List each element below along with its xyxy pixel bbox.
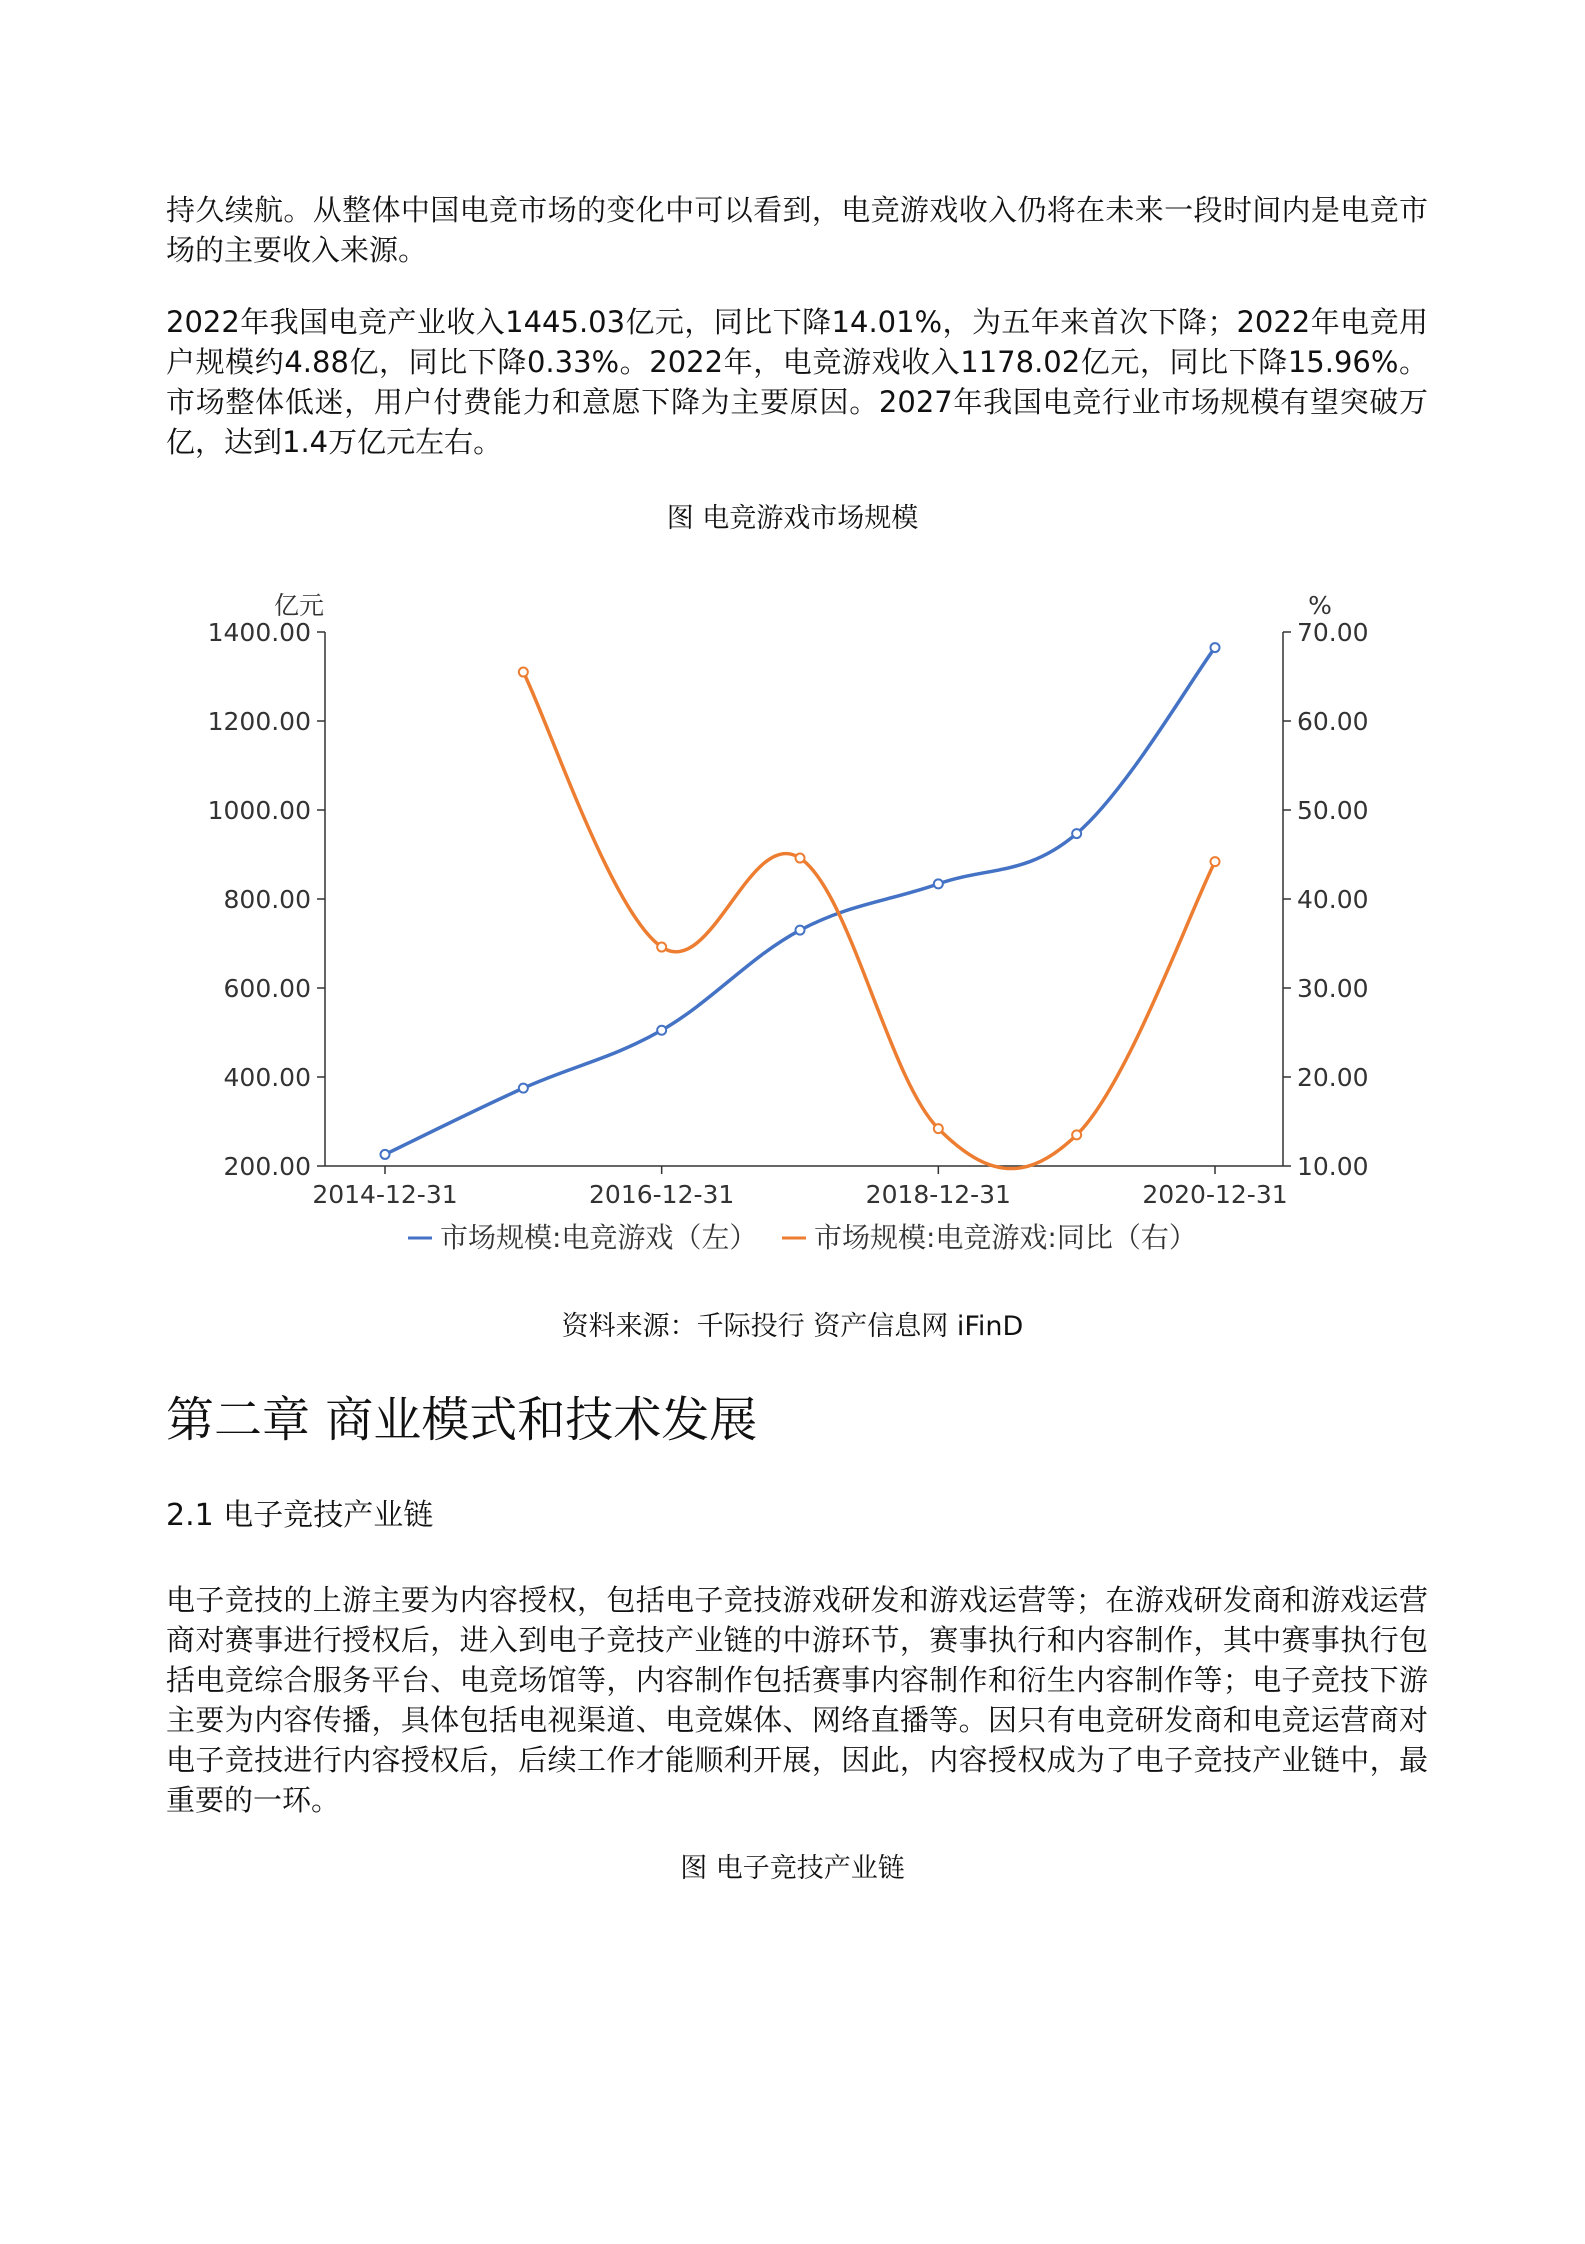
legend-label-1: 市场规模:电竞游戏（左） — [440, 1221, 758, 1254]
data-point-series-2 — [1211, 857, 1220, 866]
data-point-series-2 — [796, 854, 805, 863]
left-tick-label: 400.00 — [223, 1063, 311, 1092]
chapter-title: 第二章 商业模式和技术发展 — [166, 1392, 758, 1448]
data-point-series-2 — [934, 1124, 943, 1133]
right-tick-label: 40.00 — [1297, 885, 1369, 914]
data-point-series-1 — [657, 1026, 666, 1035]
data-point-series-1 — [1211, 643, 1220, 652]
x-tick-label: 2018-12-31 — [865, 1180, 1011, 1209]
x-tick-label: 2016-12-31 — [589, 1180, 735, 1209]
figure2-caption: 图 电子竞技产业链 — [680, 1853, 905, 1884]
data-point-series-2 — [1072, 1130, 1081, 1139]
legend-label-2: 市场规模:电竞游戏:同比（右） — [814, 1221, 1197, 1254]
data-point-series-1 — [519, 1084, 528, 1093]
chart-axes — [208, 591, 1369, 1209]
left-tick-label: 1200.00 — [207, 707, 311, 736]
revenue-paragraph: 2022年我国电竞产业收入1445.03亿元，同比下降14.01%，为五年来首次下降；2022年电竞用户规模约4.88亿，同比下降0.33%。2022年，电竞游戏收入1178.02亿元，同比下降15.96%。市场整体低迷，用户付费能力和意愿下降为主要原因。2027年我国电竞行业市场规模有望突破万亿，达到1.4万亿元左右。 — [166, 305, 1428, 459]
right-axis-unit: % — [1308, 591, 1332, 620]
left-axis-unit: 亿元 — [273, 591, 325, 620]
right-tick-label: 50.00 — [1297, 796, 1369, 825]
right-tick-label: 20.00 — [1297, 1063, 1369, 1092]
data-point-series-1 — [796, 926, 805, 935]
left-tick-label: 1000.00 — [207, 796, 311, 825]
figure-source: 资料来源：千际投行 资产信息网 iFinD — [561, 1311, 1024, 1342]
data-point-series-1 — [381, 1150, 390, 1159]
left-tick-label: 800.00 — [223, 885, 311, 914]
data-point-series-2 — [519, 668, 528, 677]
series-line-1 — [385, 648, 1215, 1155]
figure-caption: 图 电竞游戏市场规模 — [666, 503, 919, 534]
x-tick-label: 2014-12-31 — [312, 1180, 458, 1209]
left-tick-label: 1400.00 — [207, 618, 311, 647]
series-line-2 — [523, 672, 1215, 1169]
chart-legend — [408, 1221, 1197, 1254]
x-tick-label: 2020-12-31 — [1142, 1180, 1288, 1209]
esports-market-chart — [0, 560, 1585, 1280]
industry-chain-paragraph: 电子竞技的上游主要为内容授权，包括电子竞技游戏研发和游戏运营等；在游戏研发商和游戏运营商对赛事进行授权后，进入到电子竞技产业链的中游环节，赛事执行和内容制作，其中赛事执行包括电竞综合服务平台、电竞场馆等，内容制作包括赛事内容制作和衍生内容制作等；电子竞技下游主要为内容传播，具体包括电视渠道、电竞媒体、网络直播等。因只有电竞研发商和电竞运营商对电子竞技进行内容授权后，后续工作才能顺利开展，因此，内容授权成为了电子竞技产业链中，最重要的一环。 — [166, 1583, 1428, 1817]
data-point-series-2 — [657, 943, 666, 952]
data-point-series-1 — [1072, 829, 1081, 838]
section-title: 2.1 电子竞技产业链 — [166, 1498, 434, 1533]
right-tick-label: 10.00 — [1297, 1152, 1369, 1181]
right-tick-label: 30.00 — [1297, 974, 1369, 1003]
right-tick-label: 70.00 — [1297, 618, 1369, 647]
left-tick-label: 200.00 — [223, 1152, 311, 1181]
intro-paragraph: 持久续航。从整体中国电竞市场的变化中可以看到，电竞游戏收入仍将在未来一段时间内是电竞市场的主要收入来源。 — [166, 193, 1428, 267]
chart-series — [381, 643, 1220, 1168]
data-point-series-1 — [934, 879, 943, 888]
left-tick-label: 600.00 — [223, 974, 311, 1003]
right-tick-label: 60.00 — [1297, 707, 1369, 736]
